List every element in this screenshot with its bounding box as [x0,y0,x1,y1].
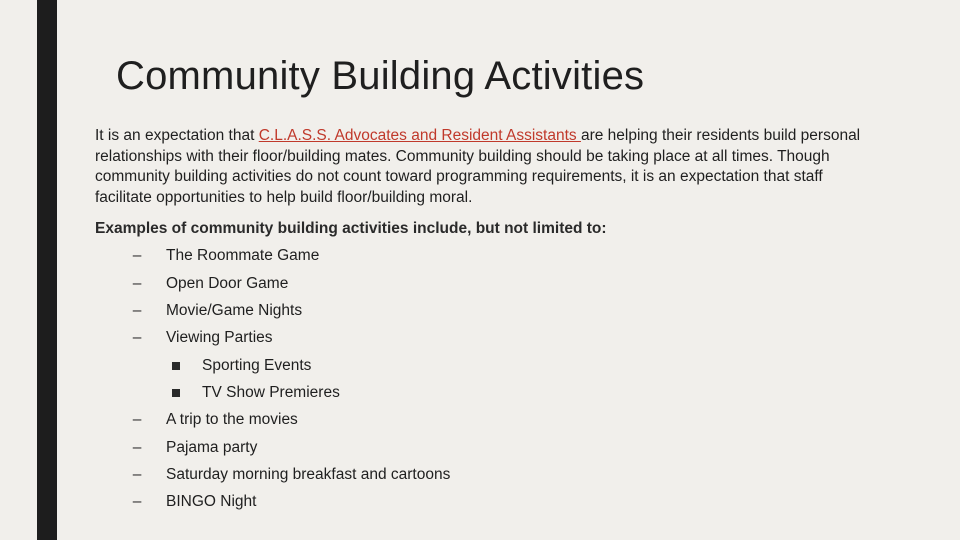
list-item-text: A trip to the movies [166,411,298,428]
list-item-text: Pajama party [166,439,258,456]
square-bullet-icon [172,362,180,370]
dash-bullet-icon: – [132,329,142,346]
dash-bullet-icon: – [132,439,142,456]
sub-list-item-text: Sporting Events [202,357,312,374]
sidebar-accent-bar [37,0,57,540]
sub-list-item-text: TV Show Premieres [202,384,340,401]
square-bullet-icon [172,389,180,397]
dash-bullet-icon: – [132,411,142,428]
dash-bullet-icon: – [132,247,142,264]
list-item-text: Saturday morning breakfast and cartoons [166,466,451,483]
list-item-text: BINGO Night [166,493,257,510]
examples-heading: Examples of community building activities include, but not limited to: [95,220,607,237]
intro-text-end: are helping their residents build personal relationships with their floor/building mates. Community building should be taking place at all times. Though community building activities do not count toward programming requirements, it is an expectation that staff facilitate opportunities to help build floor/building moral. [95,127,861,206]
intro-highlight: C.L.A.S.S. Advocates and Resident Assistants [258,127,581,144]
intro-text-start: It is an expectation that [95,127,259,144]
dash-bullet-icon: – [132,493,142,510]
dash-bullet-icon: – [132,466,142,483]
list-item-text: The Roommate Game [166,247,320,264]
list-item-text: Viewing Parties [166,329,273,346]
intro-paragraph [95,126,870,208]
list-item-text: Movie/Game Nights [166,302,303,319]
slide-title: Community Building Activities [116,54,645,98]
list-item-text: Open Door Game [166,275,289,292]
dash-bullet-icon: – [132,275,142,292]
dash-bullet-icon: – [132,302,142,319]
